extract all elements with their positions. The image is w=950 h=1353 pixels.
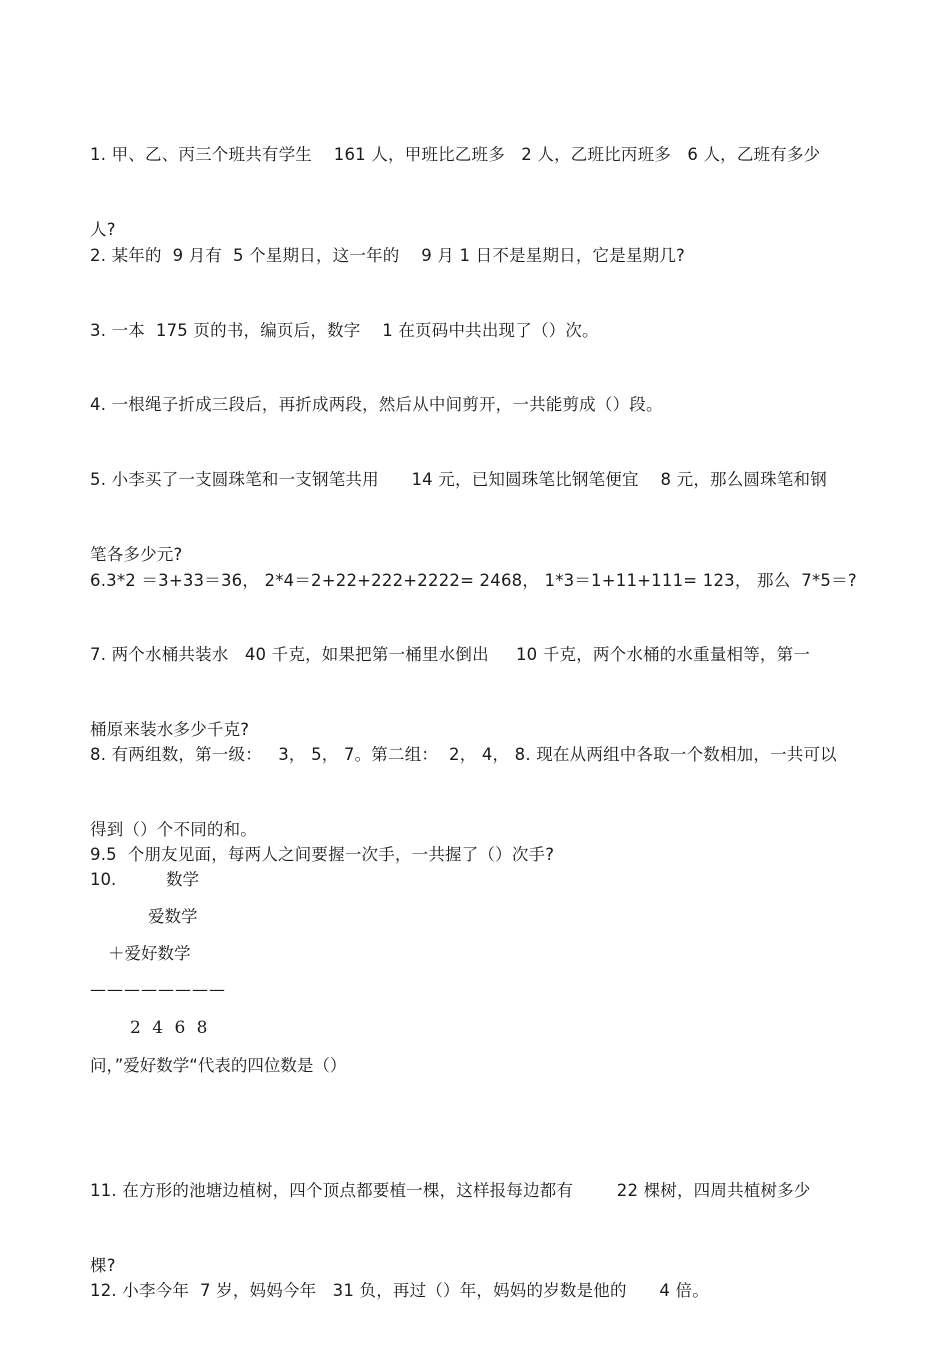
sum-rule: ————————	[90, 980, 226, 999]
addend-row-3: ＋爱好数学	[108, 944, 191, 963]
question-11-line-2: 棵?	[90, 1256, 116, 1275]
question-8-line-2: 得到（）个不同的和。	[90, 820, 257, 839]
question-7-line-2: 桶原来装水多少千克?	[90, 720, 250, 739]
question-9-line-1: 9.5 个朋友见面，每两人之间要握一次手，一共握了（）次手?	[90, 845, 555, 864]
question-1-line-1: 1. 甲、乙、丙三个班共有学生 161 人，甲班比乙班多 2 人，乙班比丙班多 6 人，乙班有多少	[90, 145, 821, 164]
addend-row-2: 爱数学	[148, 907, 198, 926]
question-7-line-1: 7. 两个水桶共装水 40 千克，如果把第一桶里水倒出 10 千克，两个水桶的水重量相等，第一	[90, 645, 811, 664]
question-3-line-1: 3. 一本 175 页的书，编页后，数字 1 在页码中共出现了（）次。	[90, 321, 599, 340]
question-4-line-1: 4. 一根绳子折成三段后，再折成两段，然后从中间剪开，一共能剪成（）段。	[90, 395, 663, 414]
question-12-line-1: 12. 小李今年 7 岁，妈妈今年 31 负，再过（）年，妈妈的岁数是他的 4 倍。	[90, 1281, 709, 1300]
question-6-line-1: 6.3*2 ＝3+33＝36， 2*4＝2+22+222+2222= 2468， 1*3＝1+11+111= 123， 那么 7*5＝?	[90, 571, 857, 590]
question-10-number: 10.	[90, 870, 117, 889]
question-2-line-1: 2. 某年的 9 月有 5 个星期日，这一年的 9 月 1 日不是星期日，它是星期几?	[90, 246, 686, 265]
question-11-line-1: 11. 在方形的池塘边植树，四个顶点都要植一棵，这样报每边都有 22 棵树，四周共植树多少	[90, 1181, 811, 1200]
question-10-prompt: 问，”爱好数学“代表的四位数是（）	[90, 1056, 347, 1075]
question-5-line-2: 笔各多少元?	[90, 545, 183, 564]
sum-result: 2 4 6 8	[130, 1018, 211, 1038]
question-5-line-1: 5. 小李买了一支圆珠笔和一支钢笔共用 14 元，已知圆珠笔比钢笔便宜 8 元，那么圆珠笔和钢	[90, 470, 827, 489]
question-9	[90, 792, 860, 917]
question-12	[90, 1228, 860, 1353]
question-1-line-2: 人?	[90, 220, 116, 239]
question-8-line-1: 8. 有两组数，第一级： 3， 5， 7。第二组： 2， 4， 8. 现在从两组中各取一个数相加，一共可以	[90, 745, 837, 764]
addend-row-1: 数学	[166, 870, 199, 889]
